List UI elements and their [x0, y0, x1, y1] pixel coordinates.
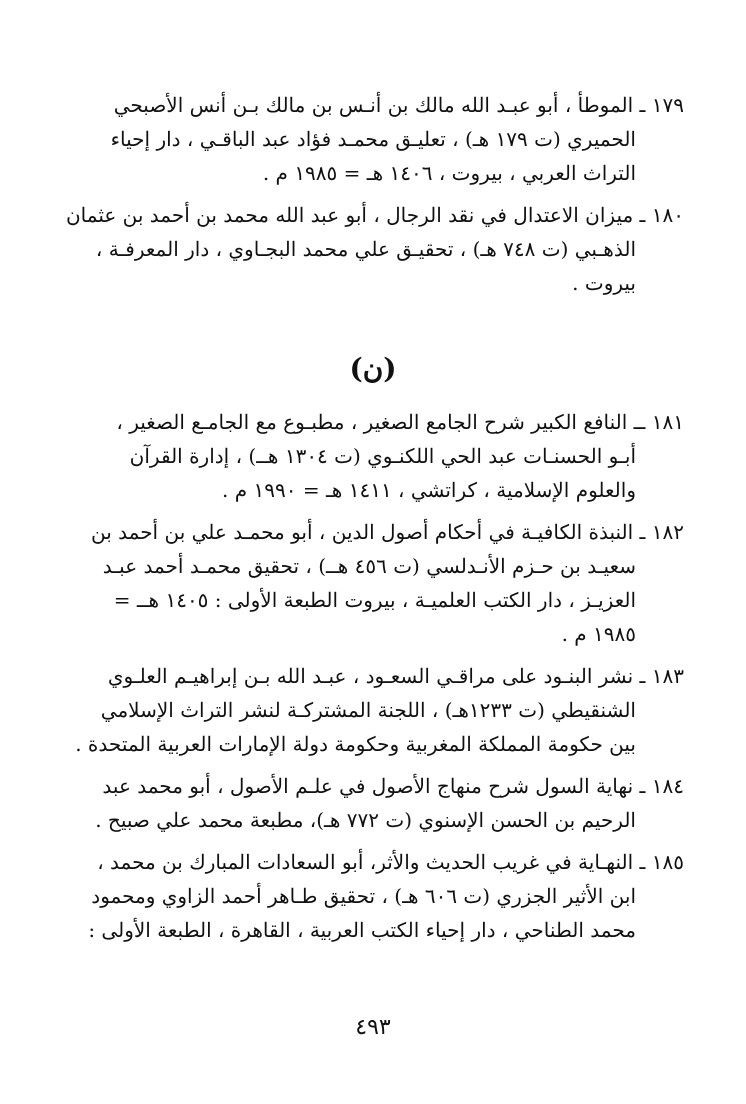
entry-line: ١٨٣ ـ نشر البنـود على مراقـي السعـود ، عبـد الله بـن إبراهيـم العلـوي: [107, 664, 684, 688]
bibliography-entry-183: [64, 659, 684, 761]
entry-line: ابن الأثير الجزري (ت ٦٠٦ هـ) ، تحقيق طـاهر أحمد الزاوي ومحمود: [91, 884, 636, 908]
entry-line: ١٨٢ ـ النبذة الكافيـة في أحكام أصول الدين ، أبو محمـد علي بن أحمد بن: [90, 520, 684, 544]
entry-line: الرحيم بن الحسن الإسنوي (ت ٧٧٢ هـ)، مطبعة محمد علي صبيح .: [95, 808, 636, 832]
entry-line: ١٧٩ ـ الموطأ ، أبو عبـد الله مالك بن أنـس بن مالك بـن أنس الأصبحي: [113, 93, 684, 117]
entry-line: بيروت .: [572, 271, 636, 295]
entry-line: والعلوم الإسلامية ، كراتشي ، ١٤١١ هـ = ١٩٩٠ م .: [222, 478, 636, 502]
entry-line: الشنقيطي (ت ١٢٣٣هـ) ، اللجنة المشتركـة لنشر التراث الإسلامي: [100, 698, 636, 722]
bibliography-entry-179: [64, 88, 684, 190]
bibliography-entry-182: [64, 515, 684, 651]
bibliography-entry-185: [64, 845, 684, 947]
entry-line: ١٨٠ ـ ميزان الاعتدال في نقد الرجال ، أبو عبد الله محمد بن أحمد بن عثمان: [65, 203, 684, 227]
bibliography-list-top: [64, 88, 684, 308]
bibliography-entry-184: [64, 769, 684, 837]
entry-line: بين حكومة المملكة المغربية وحكومة دولة الإمارات العربية المتحدة .: [75, 732, 636, 756]
entry-line: محمد الطناحي ، دار إحياء الكتب العربية ، القاهرة ، الطبعة الأولى :: [88, 918, 636, 942]
entry-line: ١٨١ ــ النافع الكبير شرح الجامع الصغير ، مطبـوع مع الجامـع الصغير ،: [116, 410, 684, 434]
entry-line: العزيـز ، دار الكتب العلميـة ، بيروت الطبعة الأولى : ١٤٠٥ هــ =: [113, 588, 636, 612]
entry-line: الحميري (ت ١٧٩ هـ) ، تعليـق محمـد فؤاد عبد الباقـي ، دار إحياء: [110, 127, 636, 151]
page-number: ٤٩٣: [355, 1015, 391, 1040]
section-heading: (ن): [349, 352, 397, 385]
bibliography-list-bottom: [64, 405, 684, 955]
bibliography-entry-181: [64, 405, 684, 507]
bibliography-entry-180: [64, 198, 684, 300]
entry-line: ١٨٥ ـ النهـاية في غريب الحديث والأثر، أبو السعادات المبارك بن محمد ،: [97, 850, 684, 874]
entry-line: أبـو الحسنـات عبد الحي اللكنـوي (ت ١٣٠٤ هــ) ، إدارة القرآن: [129, 444, 636, 468]
entry-line: التراث العربي ، بيروت ، ١٤٠٦ هـ = ١٩٨٥ م .: [262, 161, 636, 185]
entry-line: سعيـد بن حـزم الأنـدلسي (ت ٤٥٦ هــ) ، تحقيق محمـد أحمد عبـد: [102, 554, 636, 578]
entry-line: الذهـبي (ت ٧٤٨ هـ) ، تحقيـق علي محمد البجـاوي ، دار المعرفـة ،: [95, 237, 636, 261]
entry-line: ١٨٤ ـ نهاية السول شرح منهاج الأصول في علـم الأصول ، أبو محمد عبد: [102, 774, 684, 798]
entry-line: ١٩٨٥ م .: [561, 622, 636, 646]
